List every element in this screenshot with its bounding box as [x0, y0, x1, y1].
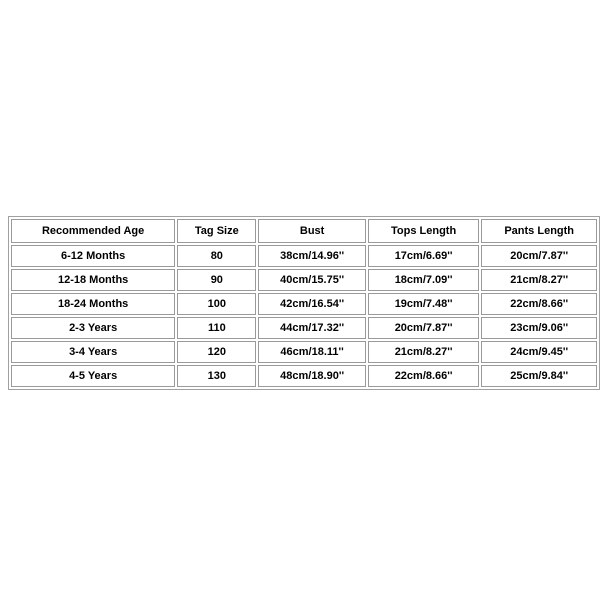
cell-tag-size: 100 — [177, 293, 256, 315]
header-row — [11, 219, 597, 243]
cell-bust: 38cm/14.96'' — [258, 245, 365, 267]
size-chart-table — [8, 216, 600, 390]
cell-age: 3-4 Years — [11, 341, 175, 363]
cell-tops-length: 21cm/8.27'' — [368, 341, 480, 363]
cell-bust: 48cm/18.90'' — [258, 365, 365, 387]
cell-age: 12-18 Months — [11, 269, 175, 291]
header-pants-length: Pants Length — [481, 219, 597, 243]
cell-tag-size: 90 — [177, 269, 256, 291]
cell-bust: 42cm/16.54'' — [258, 293, 365, 315]
cell-pants-length: 24cm/9.45'' — [481, 341, 597, 363]
cell-pants-length: 22cm/8.66'' — [481, 293, 597, 315]
cell-tops-length: 22cm/8.66'' — [368, 365, 480, 387]
header-tag-size: Tag Size — [177, 219, 256, 243]
cell-tops-length: 18cm/7.09'' — [368, 269, 480, 291]
cell-bust: 46cm/18.11'' — [258, 341, 365, 363]
table-row — [11, 245, 597, 267]
table-row — [11, 317, 597, 339]
table-row — [11, 341, 597, 363]
cell-age: 18-24 Months — [11, 293, 175, 315]
cell-age: 4-5 Years — [11, 365, 175, 387]
header-recommended-age: Recommended Age — [11, 219, 175, 243]
cell-age: 6-12 Months — [11, 245, 175, 267]
cell-tops-length: 20cm/7.87'' — [368, 317, 480, 339]
table-row — [11, 365, 597, 387]
table-row — [11, 293, 597, 315]
cell-pants-length: 21cm/8.27'' — [481, 269, 597, 291]
cell-tops-length: 17cm/6.69'' — [368, 245, 480, 267]
cell-tag-size: 130 — [177, 365, 256, 387]
cell-pants-length: 25cm/9.84'' — [481, 365, 597, 387]
cell-tag-size: 110 — [177, 317, 256, 339]
cell-tag-size: 120 — [177, 341, 256, 363]
cell-pants-length: 20cm/7.87'' — [481, 245, 597, 267]
cell-tops-length: 19cm/7.48'' — [368, 293, 480, 315]
cell-age: 2-3 Years — [11, 317, 175, 339]
cell-bust: 40cm/15.75'' — [258, 269, 365, 291]
cell-pants-length: 23cm/9.06'' — [481, 317, 597, 339]
table-row — [11, 269, 597, 291]
cell-bust: 44cm/17.32'' — [258, 317, 365, 339]
header-tops-length: Tops Length — [368, 219, 480, 243]
cell-tag-size: 80 — [177, 245, 256, 267]
header-bust: Bust — [258, 219, 365, 243]
